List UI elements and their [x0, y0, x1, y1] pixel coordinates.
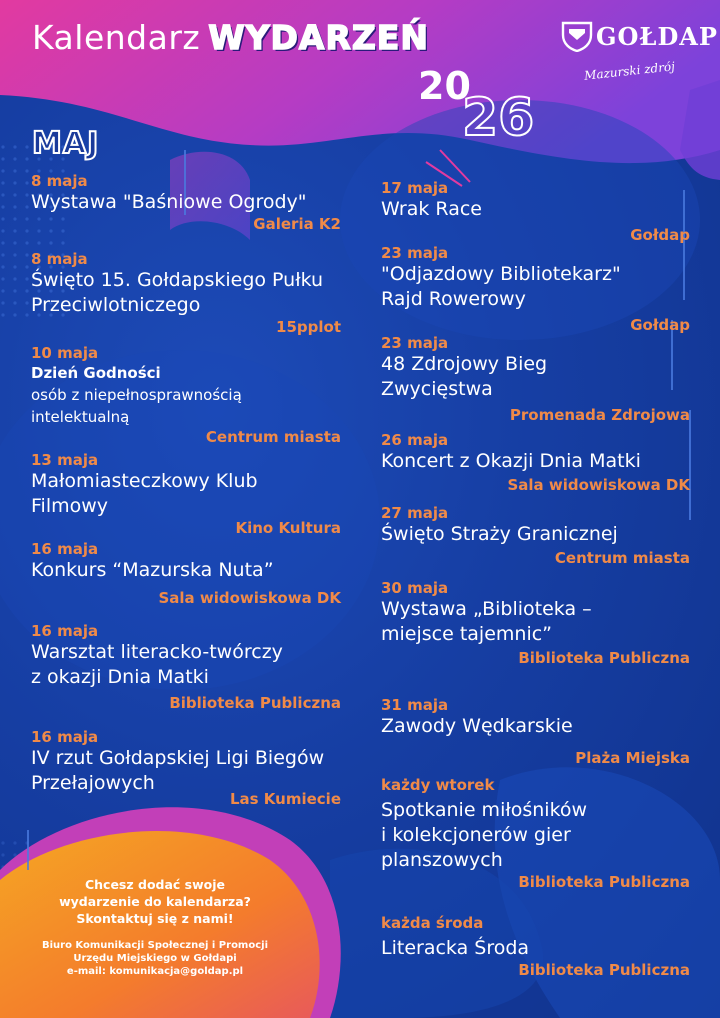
event-title: Rajd Rowerowy — [381, 288, 526, 310]
event-item — [381, 244, 690, 334]
year-top: 20 — [418, 64, 471, 108]
event-item — [31, 622, 341, 712]
event-title: Filmowy — [31, 495, 109, 517]
event-title: Konkurs “Mazurska Nuta” — [31, 559, 274, 581]
year-bottom: 26 — [462, 88, 535, 148]
event-item — [31, 728, 341, 808]
event-title: Literacka Środa — [381, 937, 530, 959]
event-title: Przeciwlotniczego — [31, 294, 201, 316]
event-place: Sala widowiskowa DK — [158, 589, 341, 607]
contact-prompt-line: Chcesz dodać swoje — [84, 877, 226, 892]
contact-email[interactable]: e-mail: komunikacja@goldap.pl — [66, 966, 244, 977]
event-place: Centrum miasta — [205, 428, 341, 446]
event-item — [31, 172, 341, 233]
event-title: Warsztat literacko-twórczy — [31, 641, 283, 663]
event-date: 10 maja — [31, 344, 99, 362]
event-title: "Odjazdowy Bibliotekarz" — [381, 263, 621, 285]
event-place: Biblioteka Publiczna — [518, 873, 690, 891]
title-calendar: Kalendarz — [32, 18, 201, 57]
event-item — [381, 504, 690, 567]
event-date: 16 maja — [31, 728, 99, 746]
logo-tagline: Mazurski zdrój — [583, 59, 676, 83]
event-title: Święto Straży Granicznej — [381, 523, 618, 545]
event-date: 16 maja — [31, 622, 99, 640]
event-title: Dzień Godności — [31, 364, 161, 382]
event-title: Małomiasteczkowy Klub — [31, 470, 258, 492]
event-place: Las Kumiecie — [229, 790, 341, 808]
contact-prompt-line: Skontaktuj się z nami! — [76, 911, 234, 926]
event-item — [381, 179, 690, 244]
event-item — [31, 451, 341, 537]
event-item — [31, 250, 341, 336]
event-date: 23 maja — [381, 334, 449, 352]
event-title: Zwycięstwa — [381, 378, 493, 400]
event-place: Gołdap — [630, 316, 690, 334]
office-line: Urzędu Miejskiego w Gołdapi — [73, 953, 237, 964]
event-date: 26 maja — [381, 431, 449, 449]
contact-prompt-line: wydarzenie do kalendarza? — [59, 894, 251, 909]
event-title: osób z niepełnosprawnością — [31, 386, 242, 404]
event-item — [381, 431, 690, 494]
event-date: 23 maja — [381, 244, 449, 262]
event-date: 30 maja — [381, 579, 449, 597]
event-title: Spotkanie miłośników — [381, 799, 588, 821]
event-place: Centrum miasta — [554, 549, 690, 567]
office-name — [30, 939, 280, 978]
poster-title — [32, 18, 429, 57]
event-date: 8 maja — [31, 250, 88, 268]
event-title: Wrak Race — [381, 198, 482, 220]
event-place: Gołdap — [630, 226, 690, 244]
title-events: WYDARZEŃ — [208, 18, 429, 57]
event-item — [381, 579, 690, 667]
event-date: 8 maja — [31, 172, 88, 190]
event-date: każda środa — [381, 914, 484, 932]
event-place: 15pplot — [276, 318, 341, 336]
event-title: Koncert z Okazji Dnia Matki — [381, 450, 641, 472]
event-title: planszowych — [381, 849, 503, 871]
goldap-crest-icon — [560, 20, 594, 52]
event-title: Zawody Wędkarskie — [381, 715, 573, 737]
event-item — [381, 334, 690, 424]
event-place: Promenada Zdrojowa — [509, 406, 690, 424]
event-item — [381, 776, 690, 891]
event-title: Przełajowych — [31, 772, 155, 794]
event-item — [31, 344, 341, 446]
contact-info — [30, 876, 280, 978]
goldap-logo — [560, 20, 718, 52]
event-date: 31 maja — [381, 696, 449, 714]
event-place: Sala widowiskowa DK — [507, 476, 690, 494]
logo-text: GOŁDAP — [596, 21, 718, 51]
event-item — [381, 696, 690, 767]
event-title: intelektualną — [31, 408, 130, 426]
office-line: Biuro Komunikacji Społecznej i Promocji — [41, 940, 269, 951]
event-title: z okazji Dnia Matki — [31, 666, 209, 688]
event-title: miejsce tajemnic” — [381, 623, 553, 645]
event-place: Biblioteka Publiczna — [169, 694, 341, 712]
event-date: 17 maja — [381, 179, 449, 197]
event-title: 48 Zdrojowy Bieg — [381, 353, 548, 375]
event-item — [31, 540, 341, 607]
event-place: Biblioteka Publiczna — [518, 961, 690, 979]
event-place: Kino Kultura — [235, 519, 341, 537]
event-place: Biblioteka Publiczna — [518, 649, 690, 667]
event-place: Plaża Miejska — [575, 749, 690, 767]
event-date: 16 maja — [31, 540, 99, 558]
event-title: Wystawa „Biblioteka – — [381, 598, 592, 620]
event-item — [381, 914, 690, 979]
event-date: 13 maja — [31, 451, 99, 469]
event-date: 27 maja — [381, 504, 449, 522]
event-title: IV rzut Gołdapskiej Ligi Biegów — [31, 747, 325, 769]
event-place: Galeria K2 — [253, 215, 341, 233]
event-title: i kolekcjonerów gier — [381, 824, 571, 846]
event-title: Wystawa "Baśniowe Ogrody" — [31, 191, 307, 213]
event-title: Święto 15. Gołdapskiego Pułku — [31, 269, 324, 291]
event-date: każdy wtorek — [381, 776, 495, 794]
month-heading: MAJ — [32, 126, 100, 161]
